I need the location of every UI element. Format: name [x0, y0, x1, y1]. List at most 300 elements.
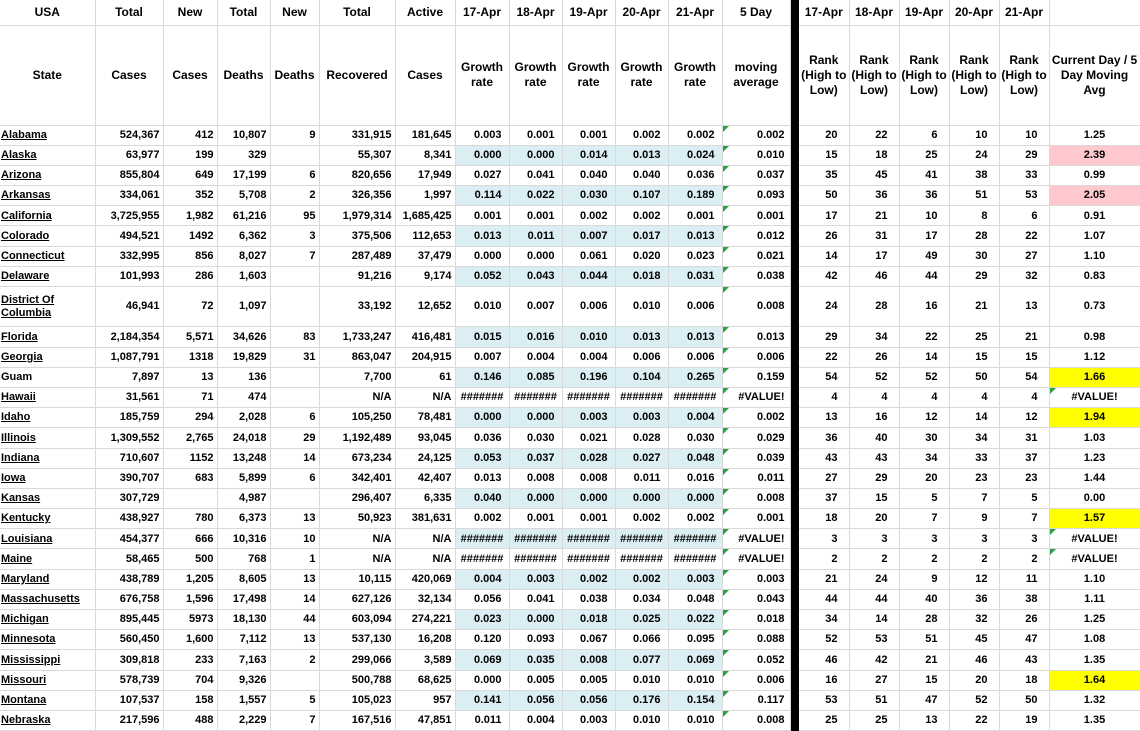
cell-5day-moving-average[interactable]: 0.010	[722, 145, 790, 165]
header-new-cases[interactable]: Cases	[163, 25, 217, 125]
cell-new-deaths[interactable]: 83	[270, 327, 319, 347]
state-link[interactable]: Nebraska	[1, 714, 51, 727]
cell-new-cases[interactable]: 13	[163, 367, 217, 387]
header-growth-date-17apr[interactable]: 17-Apr	[455, 0, 509, 25]
cell-new-deaths[interactable]	[270, 387, 319, 407]
state-link[interactable]: Arizona	[1, 169, 42, 182]
cell-rank-19apr[interactable]: 47	[899, 690, 949, 710]
cell-growth-rate-20apr[interactable]: 0.002	[615, 206, 668, 226]
cell-total-deaths[interactable]: 34,626	[217, 327, 270, 347]
cell-state-name[interactable]	[0, 186, 95, 206]
cell-new-deaths[interactable]: 3	[270, 226, 319, 246]
cell-rank-20apr[interactable]: 22	[949, 710, 999, 730]
state-link[interactable]: Delaware	[1, 270, 50, 283]
cell-growth-rate-17apr[interactable]: 0.114	[455, 186, 509, 206]
cell-5day-moving-average[interactable]: 0.002	[722, 408, 790, 428]
cell-rank-19apr[interactable]: 16	[899, 287, 949, 327]
cell-active-cases[interactable]: 112,653	[395, 226, 455, 246]
header-growth-date-21apr[interactable]: 21-Apr	[668, 0, 722, 25]
cell-rank-20apr[interactable]: 29	[949, 266, 999, 286]
cell-growth-rate-18apr[interactable]: #######	[509, 387, 562, 407]
cell-total-recovered[interactable]: N/A	[319, 549, 395, 569]
state-link[interactable]: Connecticut	[1, 249, 65, 262]
cell-rank-20apr[interactable]: 10	[949, 125, 999, 145]
cell-current-vs-5day-avg[interactable]: 1.25	[1049, 125, 1140, 145]
cell-growth-rate-17apr[interactable]: 0.001	[455, 206, 509, 226]
cell-5day-moving-average[interactable]: #VALUE!	[722, 549, 790, 569]
cell-rank-17apr[interactable]: 42	[799, 266, 849, 286]
cell-total-recovered[interactable]: 296,407	[319, 488, 395, 508]
cell-new-deaths[interactable]: 14	[270, 448, 319, 468]
cell-growth-rate-19apr[interactable]: 0.002	[562, 206, 615, 226]
cell-new-deaths[interactable]: 7	[270, 246, 319, 266]
cell-active-cases[interactable]: 3,589	[395, 650, 455, 670]
header-rank-20apr[interactable]: Rank (High to Low)	[949, 25, 999, 125]
cell-current-vs-5day-avg[interactable]: 1.11	[1049, 589, 1140, 609]
cell-new-cases[interactable]: 158	[163, 690, 217, 710]
cell-new-cases[interactable]: 1318	[163, 347, 217, 367]
cell-rank-21apr[interactable]: 10	[999, 125, 1049, 145]
cell-total-recovered[interactable]: 91,216	[319, 266, 395, 286]
cell-growth-rate-17apr[interactable]: 0.004	[455, 569, 509, 589]
cell-rank-21apr[interactable]: 13	[999, 287, 1049, 327]
cell-growth-rate-18apr[interactable]: 0.037	[509, 448, 562, 468]
cell-active-cases[interactable]: 420,069	[395, 569, 455, 589]
cell-new-cases[interactable]: 500	[163, 549, 217, 569]
header-5day-top[interactable]: 5 Day	[722, 0, 790, 25]
header-growth-rate-17apr[interactable]: Growth rate	[455, 25, 509, 125]
cell-new-deaths[interactable]: 6	[270, 165, 319, 185]
cell-growth-rate-17apr[interactable]: 0.027	[455, 165, 509, 185]
cell-rank-19apr[interactable]: 22	[899, 327, 949, 347]
header-recovered[interactable]: Recovered	[319, 25, 395, 125]
cell-total-recovered[interactable]: 105,023	[319, 690, 395, 710]
cell-rank-20apr[interactable]: 36	[949, 589, 999, 609]
cell-growth-rate-17apr[interactable]: 0.023	[455, 610, 509, 630]
cell-total-deaths[interactable]: 61,216	[217, 206, 270, 226]
cell-total-recovered[interactable]: 1,192,489	[319, 428, 395, 448]
cell-rank-20apr[interactable]: 38	[949, 165, 999, 185]
cell-growth-rate-19apr[interactable]: 0.008	[562, 650, 615, 670]
state-link[interactable]: Kentucky	[1, 512, 51, 525]
cell-growth-rate-21apr[interactable]: #######	[668, 387, 722, 407]
header-current-top[interactable]	[1049, 0, 1140, 25]
cell-current-vs-5day-avg[interactable]: 0.91	[1049, 206, 1140, 226]
cell-growth-rate-19apr[interactable]: #######	[562, 549, 615, 569]
cell-growth-rate-18apr[interactable]: 0.041	[509, 589, 562, 609]
cell-total-deaths[interactable]: 24,018	[217, 428, 270, 448]
cell-rank-20apr[interactable]: 51	[949, 186, 999, 206]
cell-rank-21apr[interactable]: 53	[999, 186, 1049, 206]
cell-5day-moving-average[interactable]: #VALUE!	[722, 387, 790, 407]
cell-growth-rate-17apr[interactable]: 0.000	[455, 246, 509, 266]
header-total-recovered-top[interactable]: Total	[319, 0, 395, 25]
cell-5day-moving-average[interactable]: 0.001	[722, 509, 790, 529]
cell-rank-21apr[interactable]: 5	[999, 488, 1049, 508]
cell-growth-rate-21apr[interactable]: 0.154	[668, 690, 722, 710]
cell-growth-rate-18apr[interactable]: 0.085	[509, 367, 562, 387]
cell-state-name[interactable]	[0, 327, 95, 347]
cell-current-vs-5day-avg[interactable]: 1.12	[1049, 347, 1140, 367]
cell-rank-20apr[interactable]: 24	[949, 145, 999, 165]
cell-rank-19apr[interactable]: 20	[899, 468, 949, 488]
cell-current-vs-5day-avg[interactable]: 0.83	[1049, 266, 1140, 286]
cell-growth-rate-18apr[interactable]: 0.005	[509, 670, 562, 690]
cell-growth-rate-21apr[interactable]: 0.022	[668, 610, 722, 630]
cell-total-deaths[interactable]: 1,603	[217, 266, 270, 286]
cell-growth-rate-17apr[interactable]: 0.010	[455, 287, 509, 327]
cell-growth-rate-20apr[interactable]: 0.010	[615, 670, 668, 690]
cell-state-name[interactable]	[0, 206, 95, 226]
cell-total-cases[interactable]: 895,445	[95, 610, 163, 630]
cell-rank-19apr[interactable]: 15	[899, 670, 949, 690]
cell-growth-rate-17apr[interactable]: 0.069	[455, 650, 509, 670]
cell-growth-rate-21apr[interactable]: 0.030	[668, 428, 722, 448]
cell-total-recovered[interactable]: 820,656	[319, 165, 395, 185]
cell-current-vs-5day-avg[interactable]: 0.99	[1049, 165, 1140, 185]
cell-total-deaths[interactable]: 329	[217, 145, 270, 165]
cell-rank-19apr[interactable]: 28	[899, 610, 949, 630]
cell-total-recovered[interactable]: 627,126	[319, 589, 395, 609]
cell-total-cases[interactable]: 101,993	[95, 266, 163, 286]
cell-growth-rate-21apr[interactable]: 0.036	[668, 165, 722, 185]
cell-rank-18apr[interactable]: 43	[849, 448, 899, 468]
header-moving-average[interactable]: moving average	[722, 25, 790, 125]
cell-rank-21apr[interactable]: 19	[999, 710, 1049, 730]
cell-growth-rate-20apr[interactable]: 0.034	[615, 589, 668, 609]
cell-rank-18apr[interactable]: 25	[849, 710, 899, 730]
cell-5day-moving-average[interactable]: 0.008	[722, 287, 790, 327]
cell-rank-20apr[interactable]: 2	[949, 549, 999, 569]
cell-current-vs-5day-avg[interactable]: 1.35	[1049, 650, 1140, 670]
cell-new-cases[interactable]: 71	[163, 387, 217, 407]
cell-growth-rate-17apr[interactable]: 0.052	[455, 266, 509, 286]
cell-active-cases[interactable]: 416,481	[395, 327, 455, 347]
cell-new-cases[interactable]: 72	[163, 287, 217, 327]
cell-state-name[interactable]	[0, 589, 95, 609]
cell-rank-19apr[interactable]: 13	[899, 710, 949, 730]
cell-growth-rate-18apr[interactable]: 0.004	[509, 347, 562, 367]
cell-new-deaths[interactable]: 13	[270, 509, 319, 529]
cell-growth-rate-18apr[interactable]: 0.000	[509, 145, 562, 165]
cell-current-vs-5day-avg[interactable]: 1.64	[1049, 670, 1140, 690]
cell-rank-21apr[interactable]: 3	[999, 529, 1049, 549]
cell-rank-20apr[interactable]: 25	[949, 327, 999, 347]
cell-growth-rate-20apr[interactable]: 0.010	[615, 287, 668, 327]
cell-rank-19apr[interactable]: 40	[899, 589, 949, 609]
cell-rank-18apr[interactable]: 45	[849, 165, 899, 185]
cell-growth-rate-20apr[interactable]: 0.025	[615, 610, 668, 630]
cell-rank-18apr[interactable]: 29	[849, 468, 899, 488]
cell-rank-18apr[interactable]: 3	[849, 529, 899, 549]
state-link[interactable]: Florida	[1, 330, 38, 343]
cell-growth-rate-20apr[interactable]: 0.006	[615, 347, 668, 367]
cell-5day-moving-average[interactable]: 0.011	[722, 468, 790, 488]
cell-growth-rate-18apr[interactable]: 0.093	[509, 630, 562, 650]
cell-growth-rate-19apr[interactable]: 0.002	[562, 569, 615, 589]
cell-current-vs-5day-avg[interactable]: 0.00	[1049, 488, 1140, 508]
cell-growth-rate-19apr[interactable]: 0.000	[562, 488, 615, 508]
cell-new-deaths[interactable]: 44	[270, 610, 319, 630]
cell-total-deaths[interactable]: 7,163	[217, 650, 270, 670]
header-cases[interactable]: Cases	[95, 25, 163, 125]
cell-active-cases[interactable]: 16,208	[395, 630, 455, 650]
cell-growth-rate-18apr[interactable]: 0.001	[509, 206, 562, 226]
cell-growth-rate-20apr[interactable]: 0.028	[615, 428, 668, 448]
cell-rank-20apr[interactable]: 4	[949, 387, 999, 407]
cell-growth-rate-19apr[interactable]: 0.040	[562, 165, 615, 185]
cell-active-cases[interactable]: 17,949	[395, 165, 455, 185]
cell-new-cases[interactable]: 488	[163, 710, 217, 730]
cell-total-cases[interactable]: 46,941	[95, 287, 163, 327]
cell-rank-17apr[interactable]: 3	[799, 529, 849, 549]
cell-rank-20apr[interactable]: 33	[949, 448, 999, 468]
cell-rank-18apr[interactable]: 27	[849, 670, 899, 690]
cell-growth-rate-21apr[interactable]: #######	[668, 549, 722, 569]
cell-growth-rate-17apr[interactable]: #######	[455, 549, 509, 569]
cell-5day-moving-average[interactable]: 0.052	[722, 650, 790, 670]
cell-growth-rate-21apr[interactable]: 0.000	[668, 488, 722, 508]
cell-5day-moving-average[interactable]: 0.003	[722, 569, 790, 589]
cell-new-deaths[interactable]: 13	[270, 569, 319, 589]
cell-rank-20apr[interactable]: 8	[949, 206, 999, 226]
cell-growth-rate-18apr[interactable]: 0.008	[509, 468, 562, 488]
cell-growth-rate-17apr[interactable]: 0.000	[455, 408, 509, 428]
cell-growth-rate-21apr[interactable]: 0.010	[668, 670, 722, 690]
state-link[interactable]: Indiana	[1, 451, 40, 464]
cell-total-cases[interactable]: 855,804	[95, 165, 163, 185]
cell-rank-19apr[interactable]: 21	[899, 650, 949, 670]
cell-rank-20apr[interactable]: 15	[949, 347, 999, 367]
cell-total-cases[interactable]: 1,087,791	[95, 347, 163, 367]
cell-rank-18apr[interactable]: 21	[849, 206, 899, 226]
cell-state-name[interactable]	[0, 266, 95, 286]
cell-growth-rate-17apr[interactable]: 0.146	[455, 367, 509, 387]
cell-rank-17apr[interactable]: 34	[799, 610, 849, 630]
header-rank-date-19apr[interactable]: 19-Apr	[899, 0, 949, 25]
cell-total-cases[interactable]: 63,977	[95, 145, 163, 165]
cell-rank-20apr[interactable]: 28	[949, 226, 999, 246]
cell-rank-17apr[interactable]: 50	[799, 186, 849, 206]
state-link[interactable]: Colorado	[1, 229, 50, 242]
cell-active-cases[interactable]: 6,335	[395, 488, 455, 508]
cell-growth-rate-21apr[interactable]: 0.004	[668, 408, 722, 428]
cell-state-name[interactable]	[0, 610, 95, 630]
cell-rank-20apr[interactable]: 9	[949, 509, 999, 529]
header-rank-date-17apr[interactable]: 17-Apr	[799, 0, 849, 25]
cell-5day-moving-average[interactable]: 0.159	[722, 367, 790, 387]
cell-rank-17apr[interactable]: 37	[799, 488, 849, 508]
cell-growth-rate-20apr[interactable]: 0.013	[615, 327, 668, 347]
cell-total-deaths[interactable]: 13,248	[217, 448, 270, 468]
cell-growth-rate-19apr[interactable]: 0.067	[562, 630, 615, 650]
cell-new-cases[interactable]: 704	[163, 670, 217, 690]
cell-current-vs-5day-avg[interactable]: #VALUE!	[1049, 387, 1140, 407]
cell-new-cases[interactable]: 683	[163, 468, 217, 488]
cell-total-recovered[interactable]: 863,047	[319, 347, 395, 367]
cell-new-deaths[interactable]: 2	[270, 186, 319, 206]
cell-rank-21apr[interactable]: 27	[999, 246, 1049, 266]
cell-growth-rate-17apr[interactable]: 0.003	[455, 125, 509, 145]
cell-active-cases[interactable]: 274,221	[395, 610, 455, 630]
cell-total-deaths[interactable]: 5,899	[217, 468, 270, 488]
cell-rank-20apr[interactable]: 52	[949, 690, 999, 710]
header-total-cases-top[interactable]: Total	[95, 0, 163, 25]
cell-current-vs-5day-avg[interactable]: 1.32	[1049, 690, 1140, 710]
cell-growth-rate-20apr[interactable]: 0.077	[615, 650, 668, 670]
cell-5day-moving-average[interactable]: 0.013	[722, 327, 790, 347]
cell-active-cases[interactable]: 37,479	[395, 246, 455, 266]
cell-current-vs-5day-avg[interactable]: 2.05	[1049, 186, 1140, 206]
cell-rank-19apr[interactable]: 7	[899, 509, 949, 529]
cell-active-cases[interactable]: 957	[395, 690, 455, 710]
cell-growth-rate-21apr[interactable]: 0.013	[668, 226, 722, 246]
cell-growth-rate-17apr[interactable]: 0.056	[455, 589, 509, 609]
cell-rank-19apr[interactable]: 5	[899, 488, 949, 508]
cell-active-cases[interactable]: 181,645	[395, 125, 455, 145]
cell-current-vs-5day-avg[interactable]: 0.98	[1049, 327, 1140, 347]
cell-rank-19apr[interactable]: 4	[899, 387, 949, 407]
cell-growth-rate-19apr[interactable]: 0.010	[562, 327, 615, 347]
cell-new-cases[interactable]: 1,982	[163, 206, 217, 226]
cell-current-vs-5day-avg[interactable]: 1.07	[1049, 226, 1140, 246]
cell-rank-18apr[interactable]: 24	[849, 569, 899, 589]
cell-growth-rate-19apr[interactable]: #######	[562, 529, 615, 549]
cell-rank-19apr[interactable]: 14	[899, 347, 949, 367]
cell-rank-19apr[interactable]: 34	[899, 448, 949, 468]
cell-5day-moving-average[interactable]: 0.006	[722, 670, 790, 690]
cell-active-cases[interactable]: 1,685,425	[395, 206, 455, 226]
header-rank-date-20apr[interactable]: 20-Apr	[949, 0, 999, 25]
cell-active-cases[interactable]: 381,631	[395, 509, 455, 529]
cell-new-cases[interactable]	[163, 488, 217, 508]
cell-current-vs-5day-avg[interactable]: 1.44	[1049, 468, 1140, 488]
cell-active-cases[interactable]: 204,915	[395, 347, 455, 367]
cell-total-cases[interactable]: 454,377	[95, 529, 163, 549]
cell-total-deaths[interactable]: 136	[217, 367, 270, 387]
state-link[interactable]: Maine	[1, 552, 33, 565]
cell-total-cases[interactable]: 2,184,354	[95, 327, 163, 347]
cell-active-cases[interactable]: 47,851	[395, 710, 455, 730]
cell-growth-rate-21apr[interactable]: 0.024	[668, 145, 722, 165]
cell-state-name[interactable]	[0, 549, 95, 569]
cell-active-cases[interactable]: 78,481	[395, 408, 455, 428]
cell-growth-rate-19apr[interactable]: 0.006	[562, 287, 615, 327]
cell-rank-17apr[interactable]: 29	[799, 327, 849, 347]
cell-new-deaths[interactable]: 5	[270, 690, 319, 710]
cell-rank-21apr[interactable]: 38	[999, 589, 1049, 609]
cell-growth-rate-18apr[interactable]: 0.000	[509, 408, 562, 428]
cell-total-recovered[interactable]: 55,307	[319, 145, 395, 165]
cell-growth-rate-20apr[interactable]: 0.027	[615, 448, 668, 468]
cell-total-deaths[interactable]: 6,373	[217, 509, 270, 529]
cell-growth-rate-21apr[interactable]: #######	[668, 529, 722, 549]
cell-active-cases[interactable]: 12,652	[395, 287, 455, 327]
state-link[interactable]: Illinois	[1, 431, 36, 444]
cell-rank-19apr[interactable]: 49	[899, 246, 949, 266]
cell-growth-rate-20apr[interactable]: #######	[615, 549, 668, 569]
cell-total-recovered[interactable]: 1,979,314	[319, 206, 395, 226]
cell-state-name[interactable]	[0, 387, 95, 407]
cell-total-deaths[interactable]: 7,112	[217, 630, 270, 650]
cell-growth-rate-18apr[interactable]: 0.056	[509, 690, 562, 710]
cell-total-deaths[interactable]: 10,316	[217, 529, 270, 549]
cell-5day-moving-average[interactable]: 0.001	[722, 206, 790, 226]
header-growth-rate-20apr[interactable]: Growth rate	[615, 25, 668, 125]
cell-growth-rate-18apr[interactable]: 0.016	[509, 327, 562, 347]
cell-total-deaths[interactable]: 10,807	[217, 125, 270, 145]
cell-growth-rate-21apr[interactable]: 0.069	[668, 650, 722, 670]
cell-rank-18apr[interactable]: 53	[849, 630, 899, 650]
cell-growth-rate-21apr[interactable]: 0.048	[668, 589, 722, 609]
cell-new-deaths[interactable]	[270, 287, 319, 327]
cell-new-cases[interactable]: 856	[163, 246, 217, 266]
header-deaths[interactable]: Deaths	[217, 25, 270, 125]
cell-rank-18apr[interactable]: 22	[849, 125, 899, 145]
cell-total-deaths[interactable]: 18,130	[217, 610, 270, 630]
cell-rank-20apr[interactable]: 34	[949, 428, 999, 448]
cell-total-deaths[interactable]: 17,498	[217, 589, 270, 609]
cell-rank-17apr[interactable]: 16	[799, 670, 849, 690]
cell-state-name[interactable]	[0, 145, 95, 165]
cell-total-cases[interactable]: 438,789	[95, 569, 163, 589]
header-rank-date-18apr[interactable]: 18-Apr	[849, 0, 899, 25]
cell-new-deaths[interactable]: 1	[270, 549, 319, 569]
cell-rank-21apr[interactable]: 15	[999, 347, 1049, 367]
cell-state-name[interactable]	[0, 448, 95, 468]
cell-active-cases[interactable]: N/A	[395, 529, 455, 549]
cell-rank-18apr[interactable]: 42	[849, 650, 899, 670]
cell-rank-19apr[interactable]: 6	[899, 125, 949, 145]
state-link[interactable]: Hawaii	[1, 391, 36, 404]
cell-rank-19apr[interactable]: 9	[899, 569, 949, 589]
cell-rank-17apr[interactable]: 17	[799, 206, 849, 226]
cell-new-cases[interactable]: 286	[163, 266, 217, 286]
cell-new-cases[interactable]: 666	[163, 529, 217, 549]
cell-total-cases[interactable]: 7,897	[95, 367, 163, 387]
cell-rank-21apr[interactable]: 6	[999, 206, 1049, 226]
cell-rank-19apr[interactable]: 30	[899, 428, 949, 448]
cell-growth-rate-20apr[interactable]: #######	[615, 387, 668, 407]
cell-growth-rate-18apr[interactable]: 0.022	[509, 186, 562, 206]
cell-rank-19apr[interactable]: 17	[899, 226, 949, 246]
cell-total-recovered[interactable]: 287,489	[319, 246, 395, 266]
cell-rank-18apr[interactable]: 14	[849, 610, 899, 630]
cell-active-cases[interactable]: 68,625	[395, 670, 455, 690]
cell-growth-rate-20apr[interactable]: 0.002	[615, 569, 668, 589]
cell-rank-20apr[interactable]: 12	[949, 569, 999, 589]
header-current-vs-avg[interactable]: Current Day / 5 Day Moving Avg	[1049, 25, 1140, 125]
header-rank-17apr[interactable]: Rank (High to Low)	[799, 25, 849, 125]
cell-growth-rate-20apr[interactable]: 0.000	[615, 488, 668, 508]
cell-rank-18apr[interactable]: 31	[849, 226, 899, 246]
cell-growth-rate-21apr[interactable]: 0.265	[668, 367, 722, 387]
cell-growth-rate-18apr[interactable]: 0.001	[509, 509, 562, 529]
cell-growth-rate-18apr[interactable]: 0.001	[509, 125, 562, 145]
cell-new-deaths[interactable]: 29	[270, 428, 319, 448]
cell-rank-19apr[interactable]: 3	[899, 529, 949, 549]
cell-rank-18apr[interactable]: 34	[849, 327, 899, 347]
state-link[interactable]: Guam	[1, 371, 33, 384]
header-growth-rate-18apr[interactable]: Growth rate	[509, 25, 562, 125]
cell-current-vs-5day-avg[interactable]: 1.03	[1049, 428, 1140, 448]
cell-rank-18apr[interactable]: 18	[849, 145, 899, 165]
cell-growth-rate-21apr[interactable]: 0.095	[668, 630, 722, 650]
cell-total-deaths[interactable]: 2,028	[217, 408, 270, 428]
cell-new-deaths[interactable]: 2	[270, 650, 319, 670]
cell-rank-19apr[interactable]: 2	[899, 549, 949, 569]
cell-rank-19apr[interactable]: 36	[899, 186, 949, 206]
